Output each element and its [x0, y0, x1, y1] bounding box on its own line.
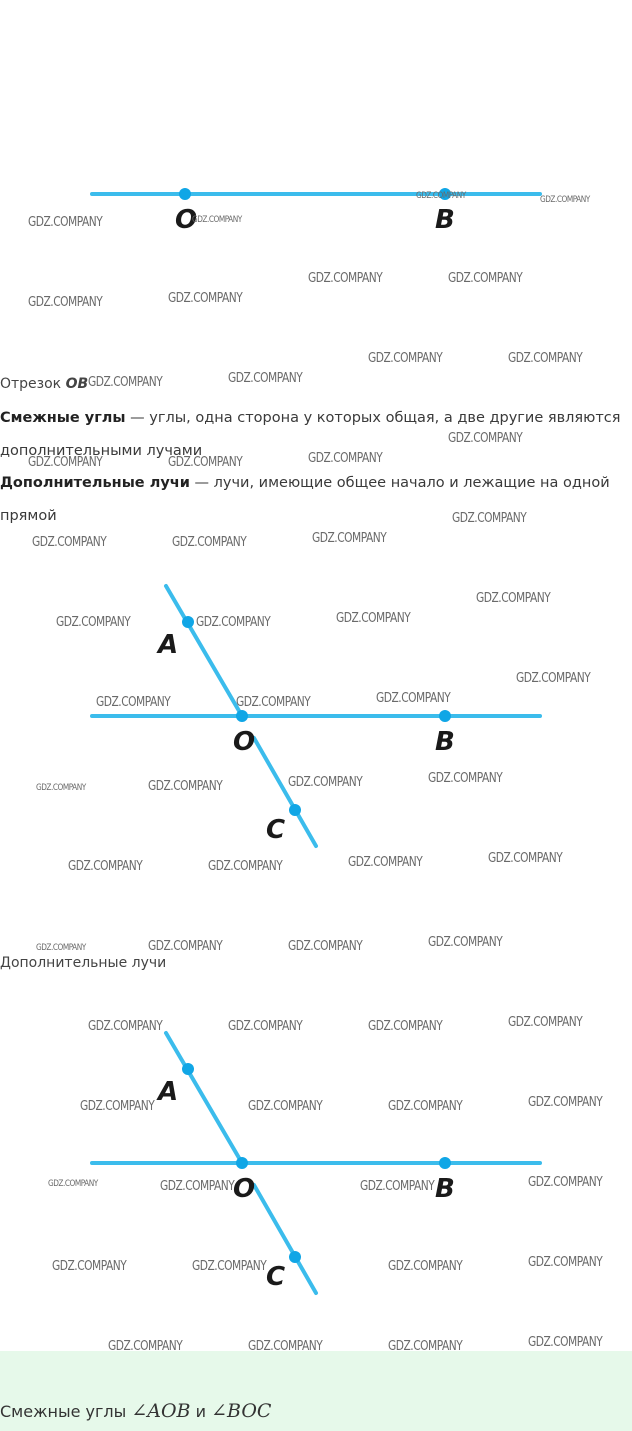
- point-a: [182, 1063, 194, 1075]
- watermark: GDZ.COMPANY: [416, 191, 466, 201]
- angle-aob: ∠AOB: [131, 1400, 191, 1422]
- watermark: GDZ.COMPANY: [428, 935, 503, 950]
- definition-complementary-rays: [0, 467, 628, 533]
- point-o: [236, 710, 248, 722]
- watermark: GDZ.COMPANY: [168, 291, 243, 306]
- caption-segment-math: OB: [65, 376, 89, 392]
- watermark: GDZ.COMPANY: [288, 939, 363, 954]
- label-o: O: [175, 205, 198, 235]
- figure-segment-ob: [0, 170, 632, 250]
- point-o: [236, 1157, 248, 1169]
- watermark: GDZ.COMPANY: [508, 351, 583, 366]
- watermark: GDZ.COMPANY: [540, 195, 590, 205]
- caption-segment-text: Отрезок: [0, 376, 66, 392]
- watermark: GDZ.COMPANY: [312, 531, 387, 546]
- definition-adjacent-angles-text: — углы, одна сторона у которых общая, а две другие являются дополнительными лучами: [0, 410, 621, 459]
- watermark: GDZ.COMPANY: [528, 1335, 603, 1350]
- watermark: GDZ.COMPANY: [228, 1019, 303, 1034]
- watermark: GDZ.COMPANY: [28, 215, 103, 230]
- watermark: GDZ.COMPANY: [348, 855, 423, 870]
- watermark: GDZ.COMPANY: [236, 695, 311, 710]
- watermark: GDZ.COMPANY: [388, 1259, 463, 1274]
- angle-boc: ∠BOC: [211, 1400, 272, 1422]
- watermark: GDZ.COMPANY: [160, 1179, 235, 1194]
- label-a: A: [158, 1077, 179, 1107]
- point-b: [439, 710, 451, 722]
- watermark: GDZ.COMPANY: [336, 611, 411, 626]
- watermark: GDZ.COMPANY: [388, 1099, 463, 1114]
- watermark: GDZ.COMPANY: [148, 939, 223, 954]
- watermark: GDZ.COMPANY: [388, 1339, 463, 1354]
- watermark: GDZ.COMPANY: [288, 775, 363, 790]
- label-c: C: [266, 1262, 286, 1292]
- watermark: GDZ.COMPANY: [48, 1179, 98, 1189]
- watermark: GDZ.COMPANY: [448, 431, 523, 446]
- label-b: B: [435, 1174, 455, 1204]
- watermark: GDZ.COMPANY: [36, 943, 86, 953]
- watermark: GDZ.COMPANY: [52, 1259, 127, 1274]
- label-c: C: [266, 815, 286, 845]
- watermark: GDZ.COMPANY: [56, 615, 131, 630]
- watermark: GDZ.COMPANY: [208, 859, 283, 874]
- watermark: GDZ.COMPANY: [28, 455, 103, 470]
- label-b: B: [435, 205, 455, 235]
- watermark: GDZ.COMPANY: [88, 375, 163, 390]
- adjacent-angles-statement: [0, 1400, 271, 1422]
- watermark: GDZ.COMPANY: [360, 1179, 435, 1194]
- watermark: GDZ.COMPANY: [196, 615, 271, 630]
- watermark: GDZ.COMPANY: [96, 695, 171, 710]
- watermark: GDZ.COMPANY: [68, 859, 143, 874]
- watermark: GDZ.COMPANY: [88, 1019, 163, 1034]
- term-adjacent-angles: Смежные углы: [0, 410, 126, 426]
- watermark: GDZ.COMPANY: [248, 1339, 323, 1354]
- point-c: [289, 1251, 301, 1263]
- watermark: GDZ.COMPANY: [528, 1095, 603, 1110]
- term-complementary-rays: Дополнительные лучи: [0, 475, 190, 491]
- watermark: GDZ.COMPANY: [528, 1175, 603, 1190]
- watermark: GDZ.COMPANY: [108, 1339, 183, 1354]
- point-c: [289, 804, 301, 816]
- label-b: B: [435, 727, 455, 757]
- watermark: GDZ.COMPANY: [508, 1015, 583, 1030]
- watermark: GDZ.COMPANY: [192, 1259, 267, 1274]
- watermark: GDZ.COMPANY: [228, 371, 303, 386]
- watermark: GDZ.COMPANY: [308, 451, 383, 466]
- watermark: GDZ.COMPANY: [168, 455, 243, 470]
- watermark: GDZ.COMPANY: [368, 351, 443, 366]
- watermark: GDZ.COMPANY: [428, 771, 503, 786]
- watermark: GDZ.COMPANY: [28, 295, 103, 310]
- point-a: [182, 616, 194, 628]
- watermark: GDZ.COMPANY: [516, 671, 591, 686]
- caption-complementary-rays: Дополнительные лучи: [0, 955, 167, 971]
- statement-text: Смежные углы: [0, 1402, 132, 1421]
- point-b: [439, 1157, 451, 1169]
- caption-segment: [0, 376, 88, 392]
- watermark: GDZ.COMPANY: [308, 271, 383, 286]
- definition-complementary-rays-text: — лучи, имеющие общее начало и лежащие на одной прямой: [0, 475, 610, 524]
- watermark: GDZ.COMPANY: [368, 1019, 443, 1034]
- watermark: GDZ.COMPANY: [148, 779, 223, 794]
- watermark: GDZ.COMPANY: [476, 591, 551, 606]
- label-o: O: [233, 1174, 256, 1204]
- watermark: GDZ.COMPANY: [192, 215, 242, 225]
- watermark: GDZ.COMPANY: [172, 535, 247, 550]
- watermark: GDZ.COMPANY: [452, 511, 527, 526]
- watermark: GDZ.COMPANY: [488, 851, 563, 866]
- watermark: GDZ.COMPANY: [448, 271, 523, 286]
- watermark: GDZ.COMPANY: [376, 691, 451, 706]
- watermark: GDZ.COMPANY: [36, 783, 86, 793]
- watermark: GDZ.COMPANY: [80, 1099, 155, 1114]
- watermark: GDZ.COMPANY: [528, 1255, 603, 1270]
- label-o: O: [233, 727, 256, 757]
- watermark: GDZ.COMPANY: [32, 535, 107, 550]
- label-a: A: [158, 630, 179, 660]
- point-o: [179, 188, 191, 200]
- watermark: GDZ.COMPANY: [248, 1099, 323, 1114]
- statement-conj: и: [190, 1402, 212, 1421]
